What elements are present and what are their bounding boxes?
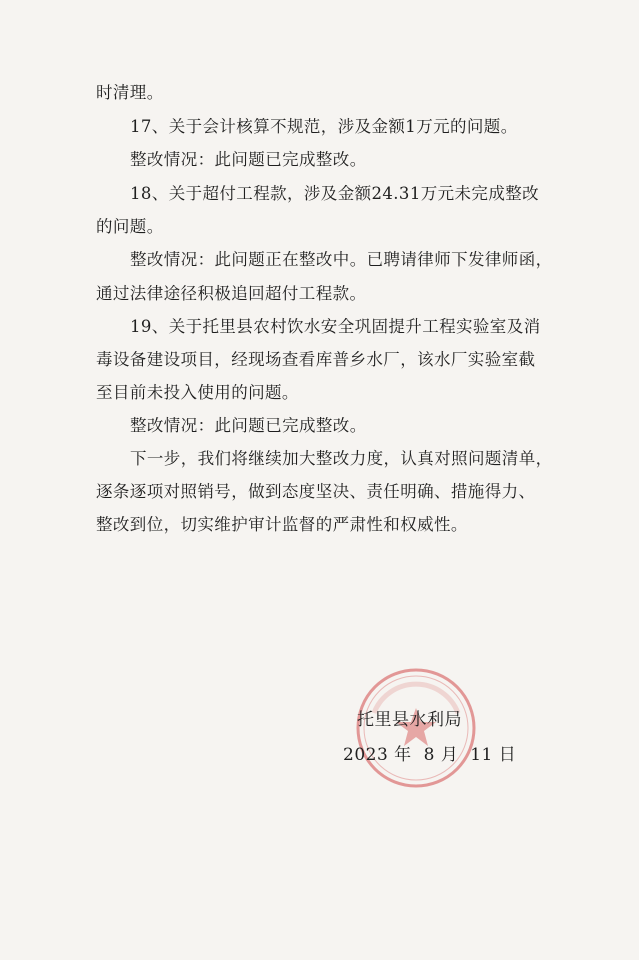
date-day: 11 <box>470 745 493 765</box>
paragraph-line: 的问题。 <box>96 217 164 236</box>
date-month-char: 月 <box>440 745 459 765</box>
date-year-char: 年 <box>394 745 412 765</box>
paragraph-line: 下一步，我们将继续加大整改力度，认真对照问题清单， <box>130 449 553 468</box>
paragraph-line: 通过法律途径积极追回超付工程款。 <box>96 284 367 303</box>
paragraph-line: 19、关于托里县农村饮水安全巩固提升工程实验室及消 <box>130 317 541 336</box>
paragraph-line: 整改情况：此问题正在整改中。已聘请律师下发律师函， <box>130 250 553 269</box>
signature-date <box>343 745 516 765</box>
date-day-char: 日 <box>498 745 517 765</box>
paragraph-line: 18、关于超付工程款，涉及金额24.31万元未完成整改 <box>130 184 540 203</box>
date-year: 2023 <box>343 745 389 765</box>
paragraph-line: 整改情况：此问题已完成整改。 <box>130 416 367 435</box>
date-month: 8 <box>423 745 435 765</box>
paragraph-line: 整改到位，切实维护审计监督的严肃性和权威性。 <box>96 515 468 534</box>
paragraph-line: 17、关于会计核算不规范，涉及金额1万元的问题。 <box>130 117 518 136</box>
paragraph-line: 毒设备建设项目，经现场查看库普乡水厂，该水厂实验室截 <box>96 350 536 369</box>
paragraph-line: 至目前未投入使用的问题。 <box>96 383 299 402</box>
paragraph-line: 逐条逐项对照销号，做到态度坚决、责任明确、措施得力、 <box>96 482 536 501</box>
signature-organization: 托里县水利局 <box>357 710 462 730</box>
paragraph-line: 时清理。 <box>96 83 164 102</box>
paragraph-line: 整改情况：此问题已完成整改。 <box>130 150 367 169</box>
